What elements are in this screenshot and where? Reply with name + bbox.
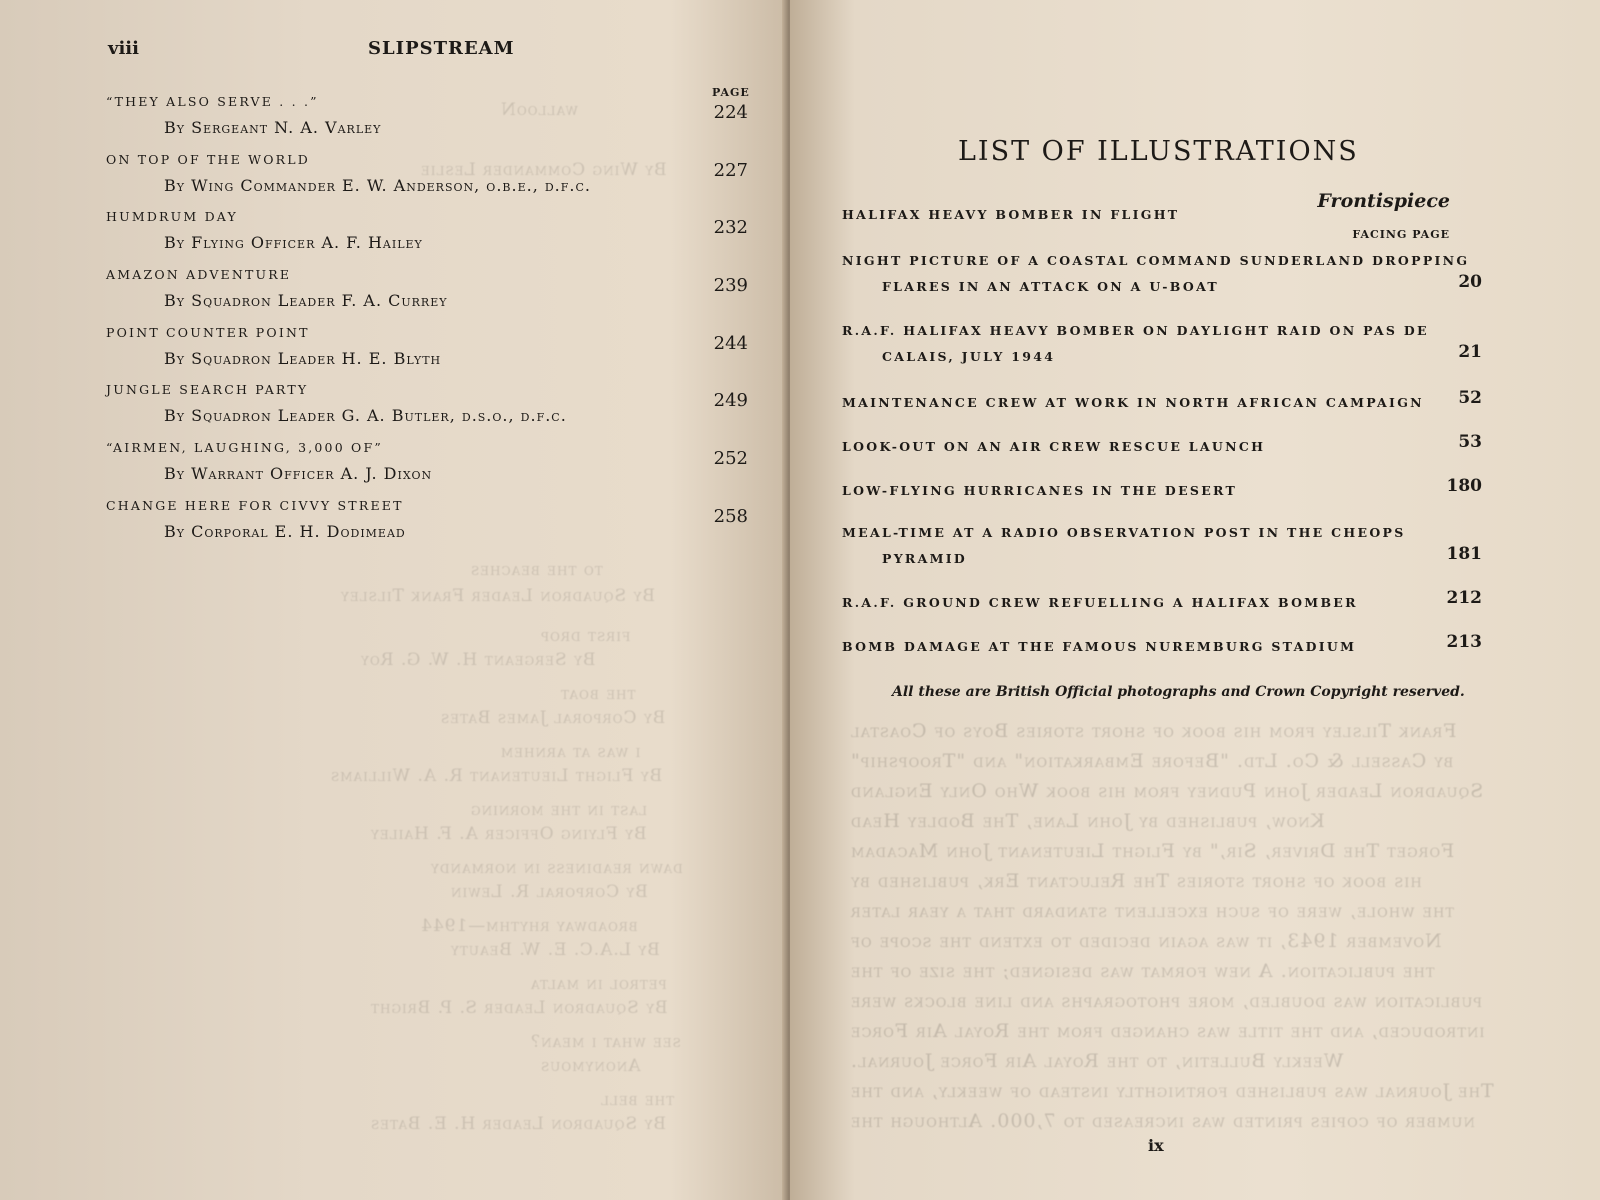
page-number: ix bbox=[1148, 1136, 1164, 1155]
show-through-text: broadway rhythm—1944 bbox=[420, 916, 638, 936]
entry-title: AMAZON ADVENTURE bbox=[106, 267, 292, 283]
entry-title: HUMDRUM DAY bbox=[106, 209, 238, 225]
show-through-text: Know, published by John Lane, The Bodley Head bbox=[850, 810, 1325, 832]
running-head bbox=[108, 36, 740, 62]
copyright-note: All these are British Official photographs and Crown Copyright reserved. bbox=[892, 684, 1465, 700]
entry-author: By Squadron Leader G. A. Butler, d.s.o., d.f.c. bbox=[164, 406, 567, 426]
contents-entry bbox=[106, 325, 748, 383]
entry-author: By Squadron Leader H. E. Blyth bbox=[164, 348, 442, 368]
show-through-text: by Cassell & Co. Ltd. "Before Embarkation" and "Troopship" bbox=[850, 750, 1454, 772]
entry-author: By Squadron Leader F. A. Currey bbox=[164, 291, 448, 311]
entry-page: 258 bbox=[713, 505, 748, 527]
contents-entry bbox=[106, 498, 748, 556]
show-through-text: publication was doubled, more photographs and line blocks were bbox=[850, 990, 1482, 1012]
show-through-text: to the beaches bbox=[470, 560, 603, 580]
show-through-text: the publication. A new format was designed; the size of the bbox=[850, 960, 1435, 982]
entry-page: 232 bbox=[713, 217, 748, 239]
show-through-text: first drop bbox=[540, 626, 631, 646]
illustration-caption: LOW-FLYING HURRICANES IN THE DESERT bbox=[842, 483, 1238, 498]
show-through-text: By Corporal R. Lewin bbox=[450, 882, 648, 902]
entry-page: 252 bbox=[713, 448, 748, 470]
contents-entry bbox=[106, 382, 748, 440]
entry-page: 239 bbox=[713, 275, 748, 297]
entry-author: By Flying Officer A. F. Hailey bbox=[164, 233, 423, 253]
illustration-entry bbox=[842, 520, 1482, 572]
illustration-page: 52 bbox=[1458, 388, 1482, 408]
illustration-caption: R.A.F. GROUND CREW REFUELLING A HALIFAX BOMBER bbox=[842, 595, 1358, 610]
left-page bbox=[0, 0, 788, 1200]
show-through-text: his book of short stories The Reluctant Erk, published by bbox=[850, 870, 1422, 892]
contents-list bbox=[106, 94, 748, 556]
contents-entry bbox=[106, 94, 748, 152]
entry-title: “AIRMEN, LAUGHING, 3,000 OF” bbox=[106, 440, 383, 456]
show-through-text: the whole, were of such excellent standard that a year later bbox=[850, 900, 1455, 922]
illustration-caption: LOOK-OUT ON AN AIR CREW RESCUE LAUNCH bbox=[842, 439, 1266, 454]
entry-author: By Sergeant N. A. Varley bbox=[164, 118, 382, 137]
illustration-entry bbox=[842, 478, 1482, 504]
illustration-caption: NIGHT PICTURE OF A COASTAL COMMAND SUNDERLAND DROPPING bbox=[842, 253, 1470, 268]
show-through-text: By Sergeant H. W. G. Roy bbox=[360, 650, 596, 670]
show-through-text: By Corporal James Bates bbox=[440, 708, 666, 728]
entry-page: 244 bbox=[713, 332, 748, 354]
show-through-text: By Wing Commander Leslie bbox=[420, 160, 667, 180]
facing-page-label: FACING PAGE bbox=[1352, 228, 1450, 241]
contents-entry bbox=[106, 267, 748, 325]
illustration-entry bbox=[842, 634, 1482, 660]
show-through-text: Squadron Leader John Pudney from his book Who Only England bbox=[850, 780, 1484, 802]
entry-title: CHANGE HERE FOR CIVVY STREET bbox=[106, 497, 404, 513]
entry-page: 249 bbox=[713, 390, 748, 412]
show-through-text: The Journal was published fortnightly instead of weekly, and the bbox=[850, 1080, 1494, 1102]
illustration-entry bbox=[842, 318, 1482, 370]
entry-title: POINT COUNTER POINT bbox=[106, 324, 310, 340]
illustration-entry bbox=[842, 390, 1482, 416]
entry-author: By Wing Commander E. W. Anderson, o.b.e., d.f.c. bbox=[164, 175, 591, 195]
show-through-text: By Flying Officer A. F. Hailey bbox=[370, 824, 647, 844]
running-title: SLIPSTREAM bbox=[368, 38, 515, 59]
illustration-entry bbox=[842, 248, 1482, 300]
show-through-text: By Squadron Leader Frank Tilsley bbox=[340, 586, 655, 606]
illustration-caption: HALIFAX HEAVY BOMBER IN FLIGHT bbox=[842, 207, 1180, 222]
entry-page: 224 bbox=[713, 102, 748, 123]
illustration-caption-continued: FLARES IN AN ATTACK ON A U-BOAT bbox=[882, 279, 1219, 294]
entry-title: “THEY ALSO SERVE . . .” bbox=[106, 94, 319, 109]
entry-page: 227 bbox=[713, 159, 748, 181]
entry-author: By Corporal E. H. Dodimead bbox=[164, 521, 406, 541]
illustration-page: 53 bbox=[1458, 432, 1482, 452]
show-through-text: Frank Tilsley from his book of short stories Boys of Coastal bbox=[850, 720, 1457, 742]
show-through-text: By Squadron Leader H. E. Bates bbox=[370, 1114, 666, 1134]
page-number: viii bbox=[108, 38, 139, 59]
illustration-page: 181 bbox=[1446, 544, 1482, 564]
illustration-entry bbox=[842, 590, 1482, 616]
show-through-text: last in the morning bbox=[470, 800, 648, 820]
illustration-page: 212 bbox=[1446, 588, 1482, 608]
illustrations-heading: LIST OF ILLUSTRATIONS bbox=[958, 136, 1359, 167]
page-column-label: PAGE bbox=[712, 86, 750, 99]
illustration-entry bbox=[842, 202, 1482, 228]
illustration-caption: MAINTENANCE CREW AT WORK IN NORTH AFRICAN CAMPAIGN bbox=[842, 395, 1424, 410]
show-through-text: see what i mean? bbox=[530, 1032, 681, 1052]
illustration-page: 20 bbox=[1458, 272, 1482, 292]
illustration-caption: BOMB DAMAGE AT THE FAMOUS NUREMBURG STADIUM bbox=[842, 639, 1357, 654]
show-through-text: the bell bbox=[600, 1090, 675, 1110]
show-through-text: Anonymous bbox=[540, 1056, 641, 1076]
contents-entry bbox=[106, 152, 748, 210]
show-through-text: number of copies printed was increased to 7,000. Although the bbox=[850, 1110, 1475, 1132]
illustration-caption-continued: CALAIS, JULY 1944 bbox=[882, 349, 1056, 364]
show-through-text: petrol in malta bbox=[530, 974, 667, 994]
contents-entry bbox=[106, 209, 748, 267]
illustration-page: 180 bbox=[1446, 476, 1482, 496]
show-through-text: i was at arnhem bbox=[500, 742, 641, 762]
entry-author: By Warrant Officer A. J. Dixon bbox=[164, 464, 433, 484]
show-through-text: introduced, and the title was changed from the Royal Air Force bbox=[850, 1020, 1485, 1042]
illustration-caption: MEAL-TIME AT A RADIO OBSERVATION POST IN THE CHEOPS bbox=[842, 525, 1406, 540]
show-through-text: the boat bbox=[560, 684, 636, 704]
illustration-page: 21 bbox=[1458, 342, 1482, 362]
entry-title: ON TOP OF THE WORLD bbox=[106, 151, 310, 167]
illustration-caption: R.A.F. HALIFAX HEAVY BOMBER ON DAYLIGHT RAID ON PAS DE bbox=[842, 323, 1429, 338]
show-through-text: By Squadron Leader S. P. Bright bbox=[370, 998, 668, 1018]
entry-title: JUNGLE SEARCH PARTY bbox=[106, 382, 309, 398]
illustration-entry bbox=[842, 434, 1482, 460]
show-through-text: By Flight Lieutenant R. A. Williams bbox=[330, 766, 663, 786]
show-through-text: wallooN bbox=[500, 100, 578, 120]
contents-entry bbox=[106, 440, 748, 498]
show-through-text: dawn readiness in normandy bbox=[430, 858, 683, 878]
show-through-text: By L.A.C. E. W. Beauty bbox=[450, 940, 660, 960]
show-through-text: Forget The Driver, Sir," by Flight Lieutenant John Macadam bbox=[850, 840, 1455, 862]
show-through-text: November 1943, it was again decided to extend the scope of bbox=[850, 930, 1442, 952]
frontispiece-label: Frontispiece bbox=[1317, 190, 1450, 212]
show-through-text: Weekly Bulletin, to the Royal Air Force Journal. bbox=[850, 1050, 1344, 1072]
illustration-page: 213 bbox=[1446, 632, 1482, 652]
illustration-caption-continued: PYRAMID bbox=[882, 551, 968, 566]
